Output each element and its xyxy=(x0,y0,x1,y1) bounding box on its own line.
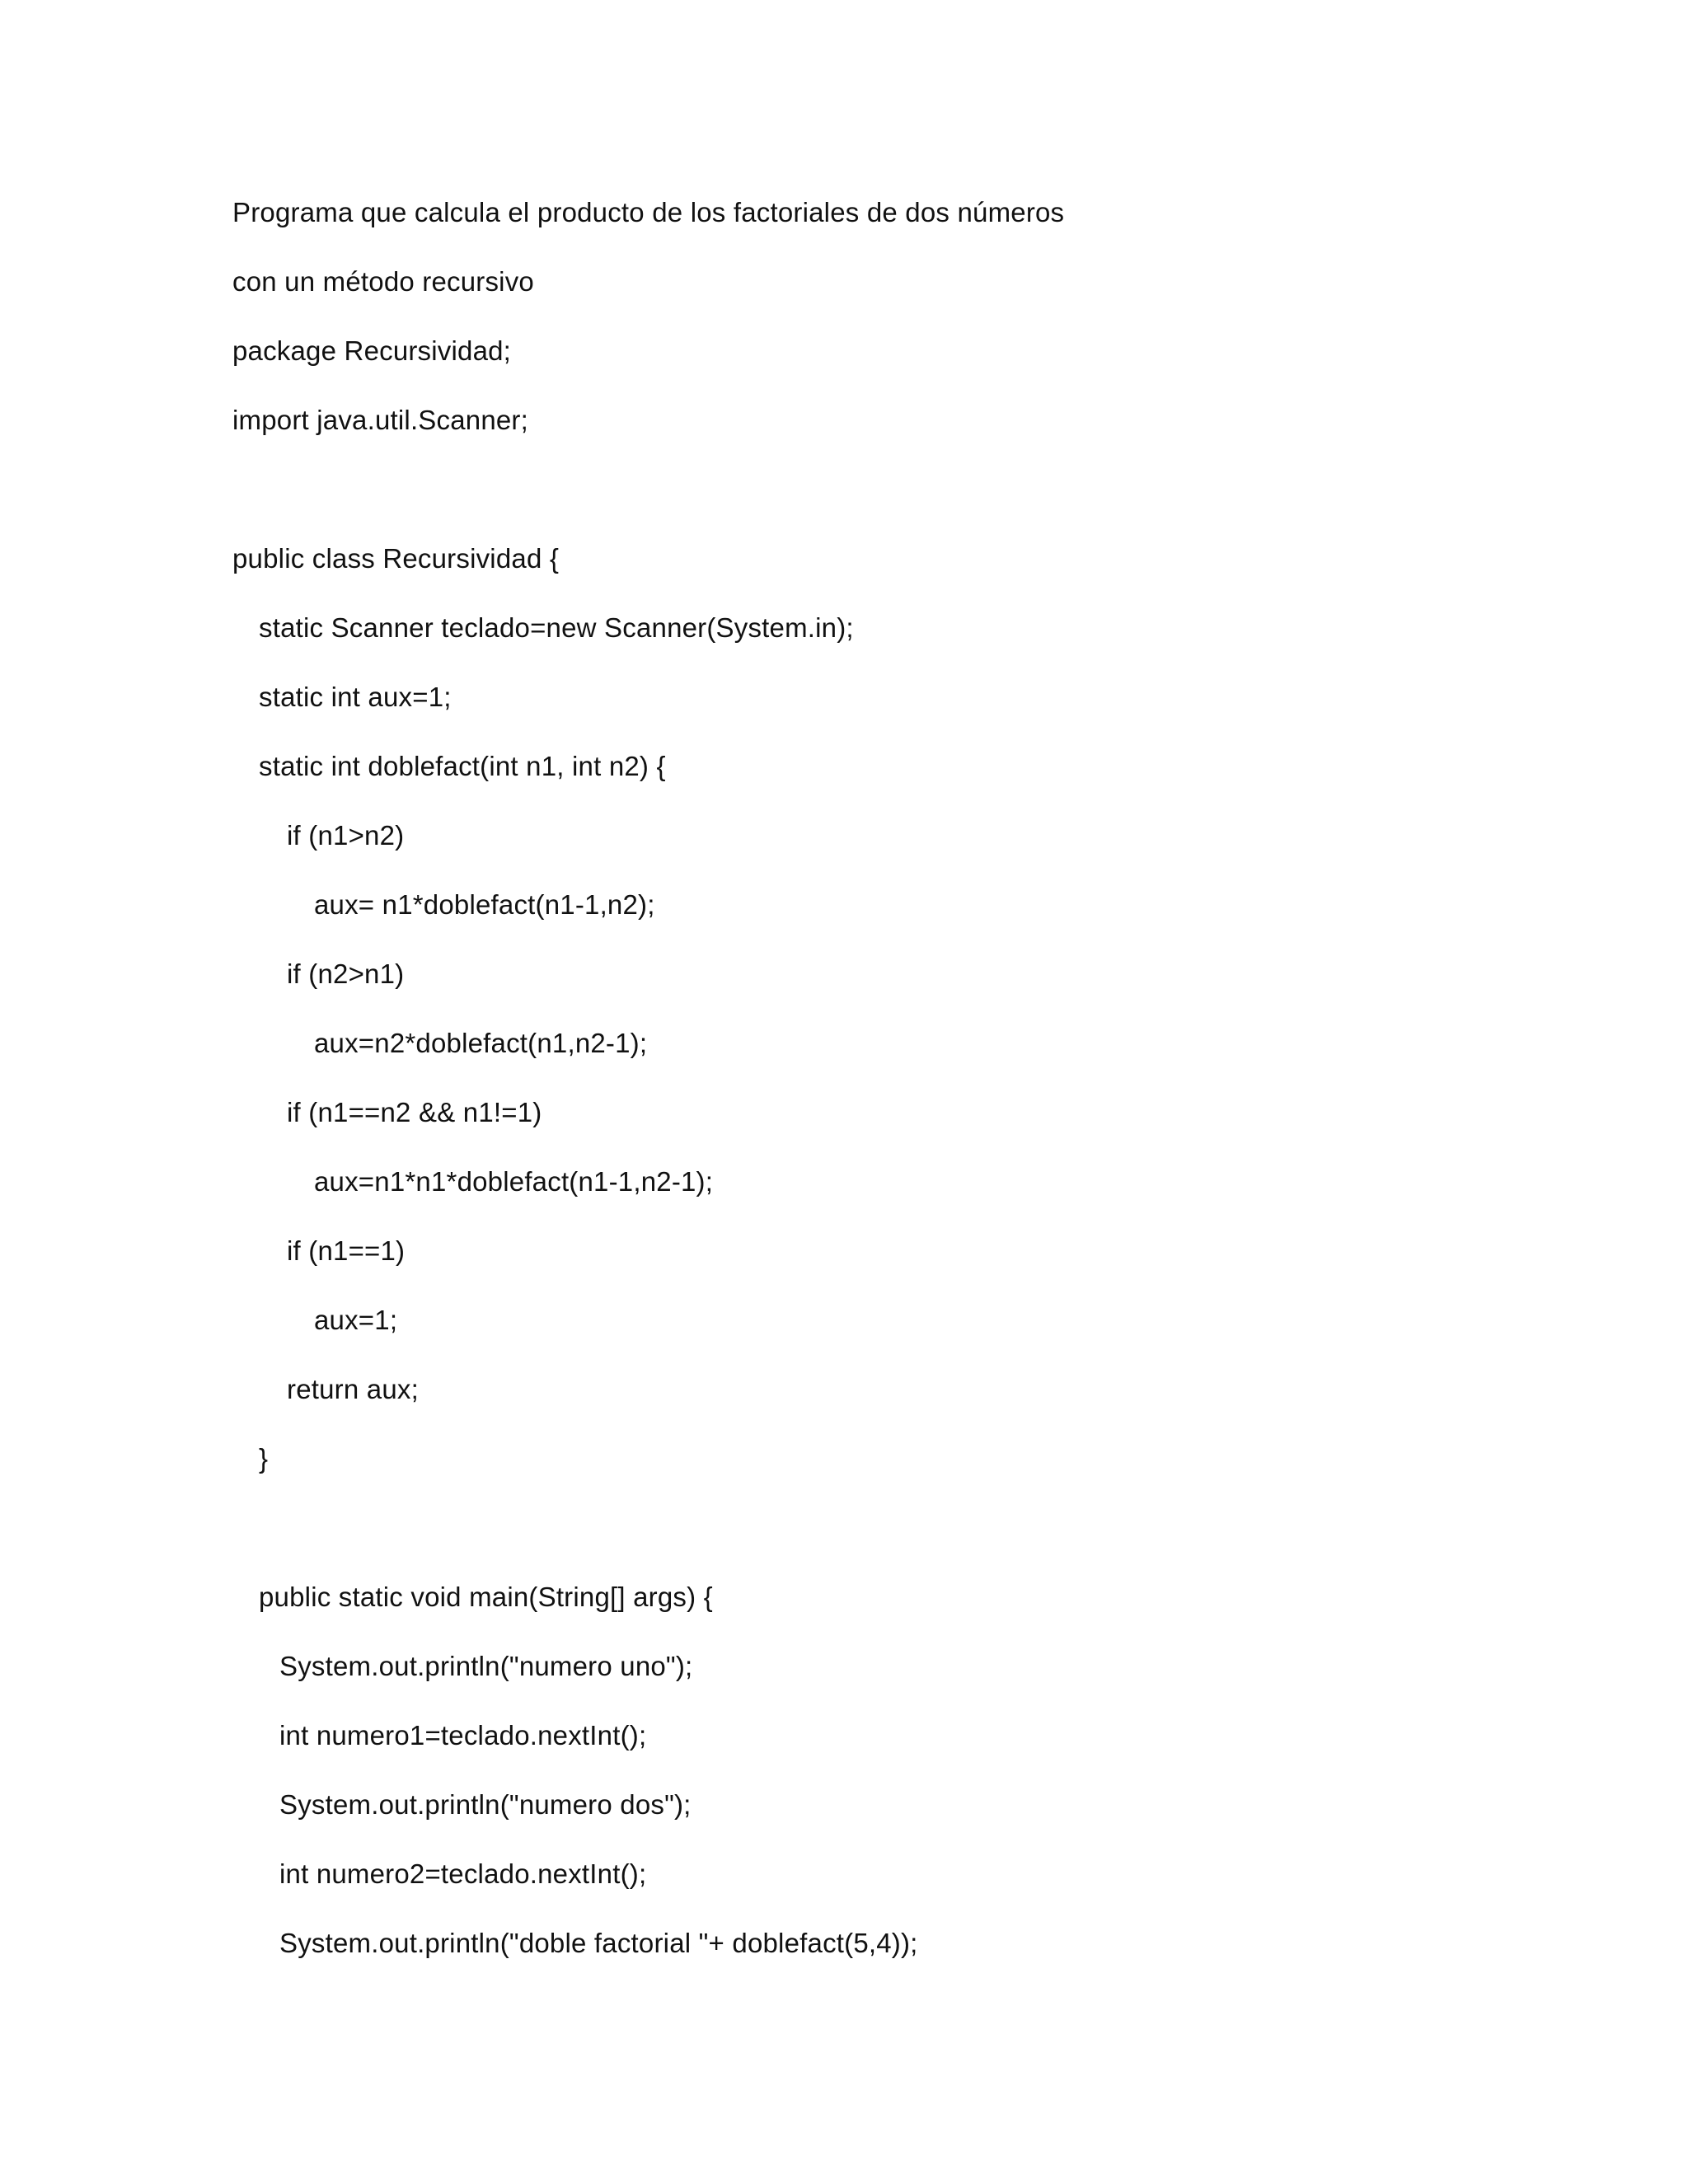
code-read-2: int numero2=teclado.nextInt(); xyxy=(279,1858,647,1889)
code-package: package Recursividad; xyxy=(232,335,512,366)
code-statement-4: aux=1; xyxy=(314,1305,398,1335)
code-read-1: int numero1=teclado.nextInt(); xyxy=(279,1720,647,1750)
code-main-declaration: public static void main(String[] args) { xyxy=(259,1582,713,1612)
code-statement-2: aux=n2*doblefact(n1,n2-1); xyxy=(314,1028,648,1058)
intro-line-1: Programa que calcula el producto de los factoriales de dos números xyxy=(232,197,1065,227)
code-import: import java.util.Scanner; xyxy=(232,405,528,435)
code-if-4: if (n1==1) xyxy=(287,1235,406,1266)
code-statement-1: aux= n1*doblefact(n1-1,n2); xyxy=(314,889,655,920)
code-print-3: System.out.println("doble factorial "+ doblefact(5,4)); xyxy=(279,1928,918,1958)
code-class-declaration: public class Recursividad { xyxy=(232,543,560,574)
code-print-2: System.out.println("numero dos"); xyxy=(279,1789,692,1820)
code-scanner-declaration: static Scanner teclado=new Scanner(System.in); xyxy=(259,612,854,643)
intro-line-2: con un método recursivo xyxy=(232,266,534,297)
code-method-declaration: static int doblefact(int n1, int n2) { xyxy=(259,751,666,781)
code-if-2: if (n2>n1) xyxy=(287,958,405,989)
code-method-close-brace: } xyxy=(259,1443,269,1474)
code-if-3: if (n1==n2 && n1!=1) xyxy=(287,1097,542,1127)
code-statement-3: aux=n1*n1*doblefact(n1-1,n2-1); xyxy=(314,1166,714,1197)
code-print-1: System.out.println("numero uno"); xyxy=(279,1651,693,1681)
code-aux-declaration: static int aux=1; xyxy=(259,682,452,712)
code-if-1: if (n1>n2) xyxy=(287,820,405,851)
code-return: return aux; xyxy=(287,1374,419,1404)
